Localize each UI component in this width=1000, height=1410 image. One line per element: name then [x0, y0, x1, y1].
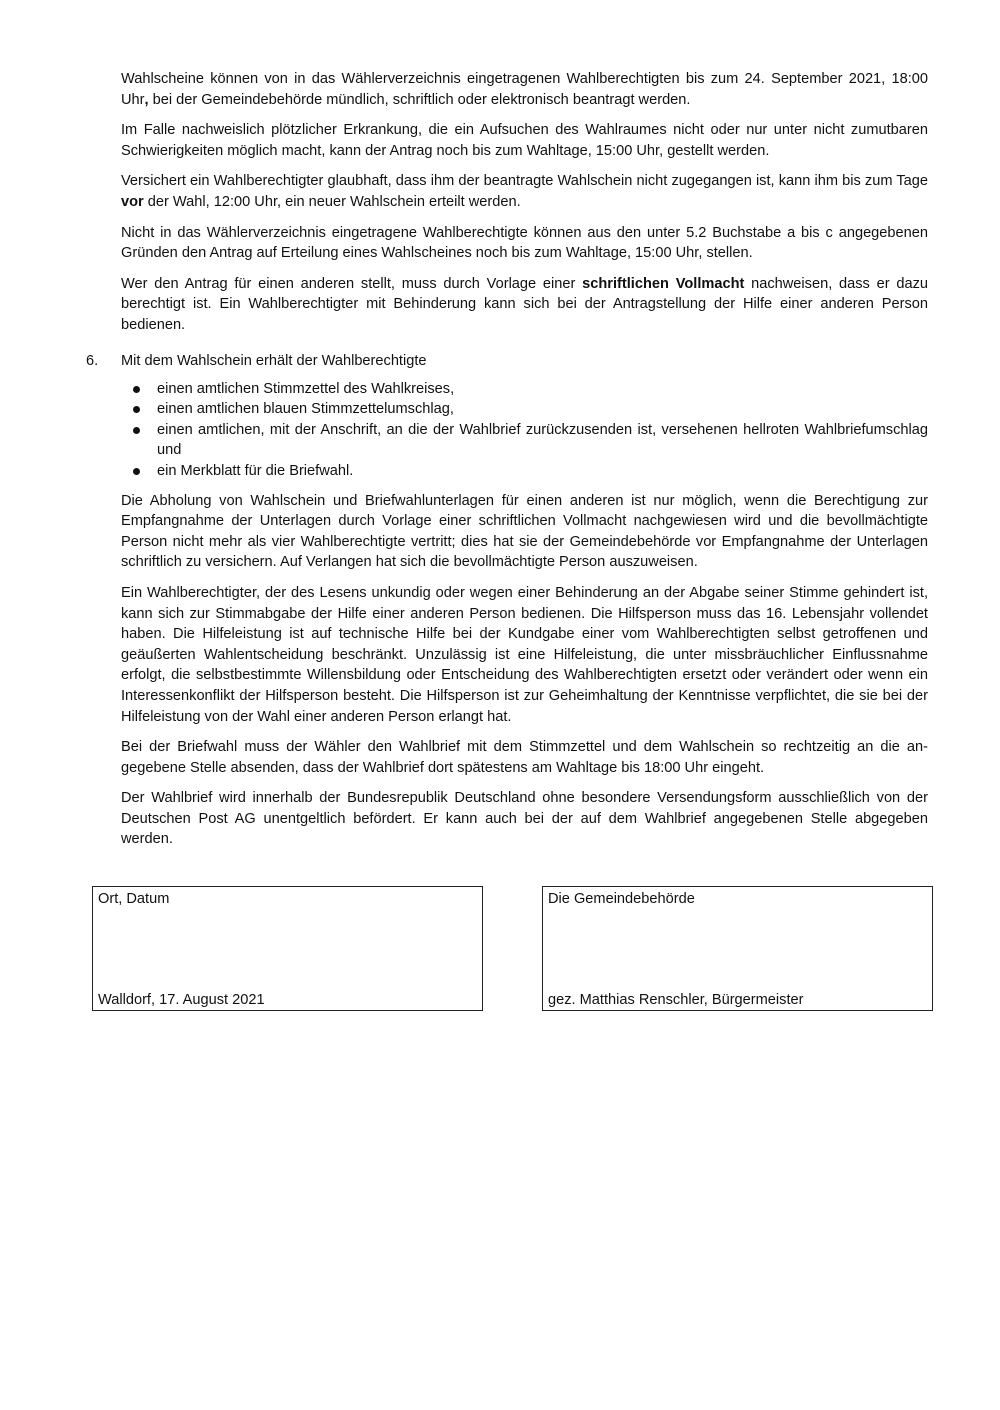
item-lead-text: Mit dem Wahlschein erhält der Wahlberechtigte — [121, 353, 427, 369]
list-item: einen amtlichen, mit der Anschrift, an die der Wahlbrief zurückzusenden ist, versehenen hellroten Wahlbriefumschlag und — [121, 420, 928, 461]
authority-label: Die Gemeindebehörde — [548, 891, 695, 907]
place-date-box — [92, 886, 483, 1011]
place-date-label: Ort, Datum — [98, 891, 170, 907]
authority-signature: gez. Matthias Renschler, Bürgermeister — [548, 992, 804, 1008]
paragraph-nicht-eingetragene: Nicht in das Wählerverzeichnis eingetragene Wahlberechtigte können aus den unter 5.2 Buchstabe a bis c angegebenen Gründen den Antrag auf Erteilung eines Wahlscheines noch bis zum Wahltage, 15:00 Uhr, stellen. — [121, 224, 928, 262]
paragraph-vollmacht: Wer den Antrag für einen anderen stellt, muss durch Vorlage einer schriftlichen Vollmacht nachweisen, dass er dazu berechtigt ist. Ein Wahlberechtigter mit Behinderung kann sich bei der Antragstellung der Hilfe einer anderen Person bedienen. — [121, 275, 929, 333]
list-item: ein Merkblatt für die Briefwahl. — [121, 461, 928, 482]
item-number: 6. — [86, 353, 99, 369]
section-item-6 — [86, 351, 928, 860]
section-wahlschein-antrag — [121, 69, 928, 336]
paragraph-erkrankung: Im Falle nachweislich plötzlicher Erkrankung, die ein Aufsuchen des Wahlraumes nicht oder nur unter nicht zumutbaren Schwierigkeiten möglich macht, kann der Antrag noch bis zum Wahltage, 15:00 Uhr, gestellt werden. — [121, 122, 928, 159]
authority-box — [542, 886, 933, 1011]
list-item: einen amtlichen Stimmzettel des Wahlkreises, — [121, 379, 928, 400]
paragraph-abholung: Die Abholung von Wahlschein und Briefwahlunterlagen für einen anderen ist nur möglich, wenn die Berechtigung zur Empfangnahme der Unterlagen durch Vorlage einer schriftlichen Vollmacht nachgewiesen wird und die bevollmächtigte Person nicht mehr als vier Wahlberechtigte vertritt; dies hat sie der Gemeindebehörde vor Empfangnahme der Unterlagen schriftlich zu versichern. Auf Verlangen hat sich die bevollmächtigte Person auszuweisen. — [121, 492, 928, 571]
paragraph-hilfsperson: Ein Wahlberechtigter, der des Lesens unkundig oder wegen einer Behinderung an der Abgabe seiner Stimme gehindert ist, kann sich zur Stimmabgabe der Hilfe einer anderen Person bedienen. Die Hilfsperson muss das 16. Lebensjahr vollendet haben. Die Hilfeleistung ist auf technische Hilfe bei der Kundgabe einer vom Wahlberechtigten selbst getroffenen und geäußerten Wahlentscheidung beschränkt. Unzulässig ist eine Hilfeleistung, die unter missbräuchlicher Einflussnahme erfolgt, die selbstbestimmte Willensbildung oder Entscheidung des Wahlberechtigten ersetzt oder verändert oder wenn ein Interessenkonflikt der Hilfsperson besteht. Die Hilfsperson ist zur Geheimhaltung der Kenntnisse verpflichtet, die sie bei der Hilfeleistung von der Wahl einer anderen Person erlangt hat. — [121, 584, 928, 725]
paragraph-antragsfrist: Wahlscheine können von in das Wählerverzeichnis eingetragenen Wahlberechtigten bis zum 24. September 2021, 18:00 Uhr, bei der Gemeindebehörde mündlich, schriftlich oder elektronisch beantragt werden. — [121, 71, 928, 108]
bullet-icon — [133, 406, 140, 413]
bullet-list — [121, 379, 928, 482]
list-item: einen amtlichen blauen Stimmzettelumschlag, — [121, 399, 928, 420]
bullet-icon — [133, 386, 140, 393]
paragraph-briefwahl: Bei der Briefwahl muss der Wähler den Wahlbrief mit dem Stimmzettel und dem Wahlschein so rechtzeitig an die angegebene Stelle absenden, dass der Wahlbrief dort spätestens am Wahltage bis 18:00 Uhr eingeht. — [121, 739, 928, 776]
paragraph-wahlbrief-befoerderung: Der Wahlbrief wird innerhalb der Bundesrepublik Deutschland ohne besondere Versendungsform ausschließlich von der Deutschen Post AG unentgeltlich befördert. Er kann auch bei der auf dem Wahlbrief angegebenen Stelle abgegeben werden. — [121, 790, 928, 848]
item-6-body — [121, 491, 928, 851]
bullet-icon — [133, 468, 140, 475]
bullet-icon — [133, 427, 140, 434]
place-date-value: Walldorf, 17. August 2021 — [98, 992, 265, 1008]
paragraph-ersatz-wahlschein: Versichert ein Wahlberechtigter glaubhaft, dass ihm der beantragte Wahlschein nicht zugegangen ist, kann ihm bis zum Tage vor der Wahl, 12:00 Uhr, ein neuer Wahlschein erteilt werden. — [121, 173, 928, 210]
